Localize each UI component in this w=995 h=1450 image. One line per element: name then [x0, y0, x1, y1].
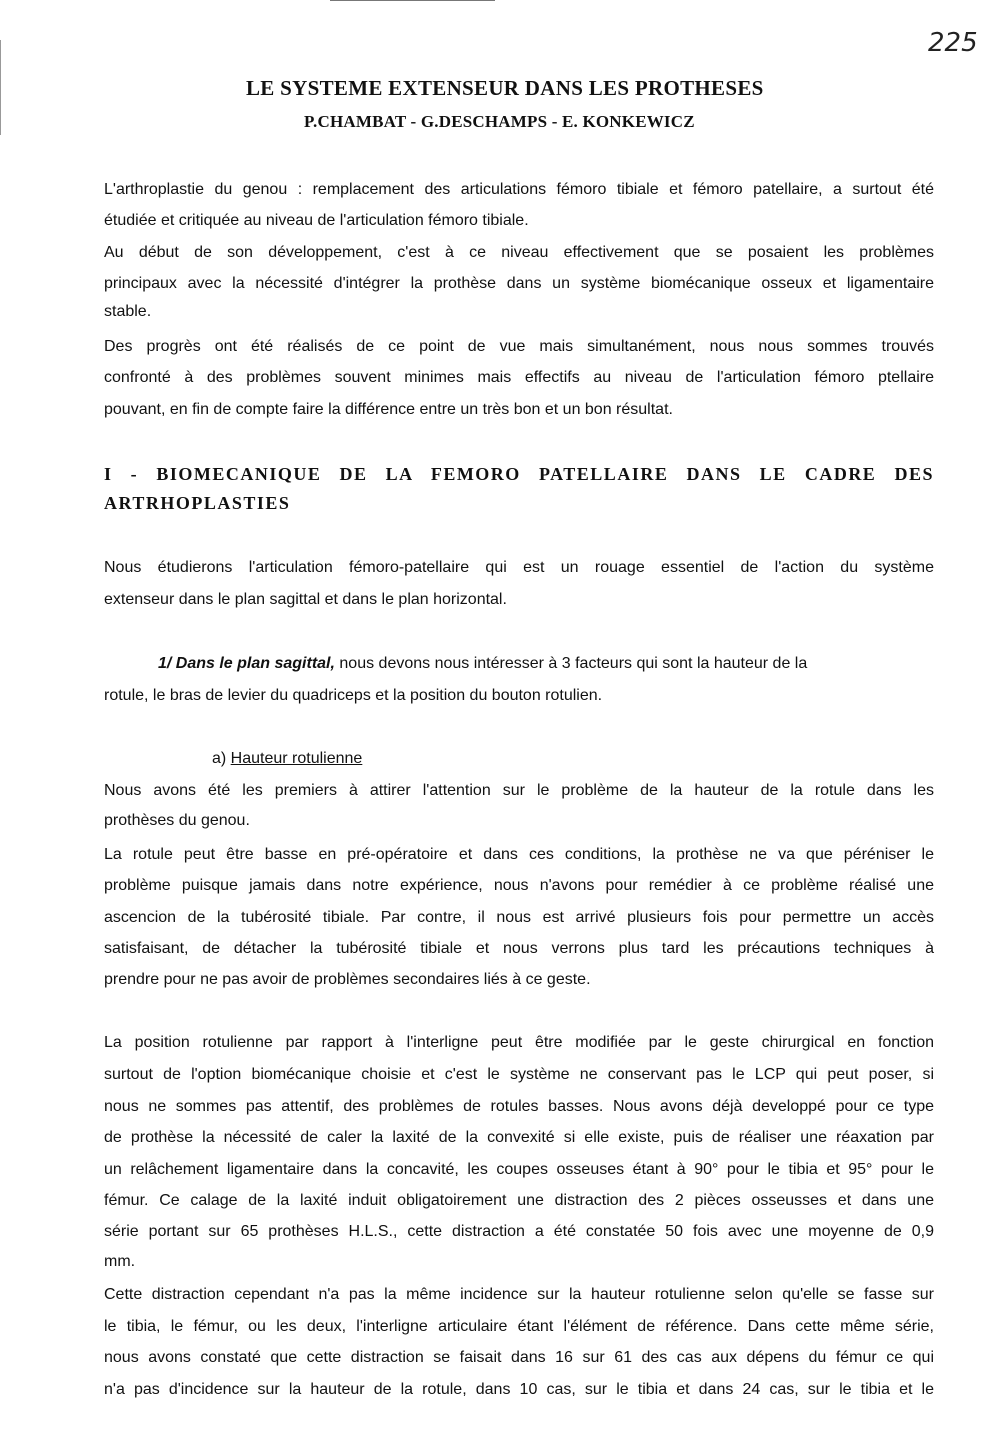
body-line: série portant sur 65 prothèses H.L.S., cette distraction a été constatée 50 fois avec une moyenne de 0,9 — [104, 1223, 934, 1240]
subsection-intro-line: rotule, le bras de levier du quadriceps et la position du bouton rotulien. — [104, 687, 603, 704]
section-para-line: extenseur dans le plan sagittal et dans le plan horizontal. — [104, 591, 507, 608]
intro-line: L'arthroplastie du genou : remplacement des articulations fémoro tibiale et fémoro patellaire, a surtout été — [104, 181, 934, 198]
body-line: satisfaisant, de détacher la tubérosité tibiale et nous verrons plus tard les précautions techniques à — [104, 940, 934, 957]
subsection-lead-rest: nous devons nous intéresser à 3 facteurs qui sont la hauteur de la — [334, 655, 808, 672]
body-line: nous ne sommes pas attentif, des problèmes de rotules basses. Nous avons déjà developpé pour ce type — [104, 1098, 934, 1115]
body-line: prendre pour ne pas avoir de problèmes secondaires liés à ce geste. — [104, 971, 591, 988]
intro-line: Des progrès ont été réalisés de ce point de vue mais simultanément, nous nous sommes trouvés — [104, 338, 934, 355]
body-line: problème puisque jamais dans notre expérience, nous n'avons pour remédier à ce problème réalisé une — [104, 877, 934, 894]
subheading-label: Hauteur rotulienne — [230, 750, 363, 767]
body-line: le tibia, le fémur, ou les deux, l'interligne articulaire étant l'élément de référence. Dans cette même série, — [104, 1318, 934, 1335]
intro-line: pouvant, en fin de compte faire la différence entre un très bon et un bon résultat. — [104, 401, 673, 418]
intro-line: principaux avec la nécessité d'intégrer la prothèse dans un système biomécanique osseux et ligamentaire — [104, 275, 934, 292]
body-line: Cette distraction cependant n'a pas la même incidence sur la hauteur rotulienne selon qu'elle se fasse sur — [104, 1286, 934, 1303]
intro-line: Au début de son développement, c'est à ce niveau effectivement que se posaient les problèmes — [104, 244, 934, 261]
body-line: La rotule peut être basse en pré-opératoire et dans ces conditions, la prothèse ne va que péréniser le — [104, 846, 934, 863]
page-number: 225 — [928, 28, 978, 58]
body-line: mm. — [104, 1253, 136, 1270]
body-line: un relâchement ligamentaire dans la concavité, les coupes osseuses étant à 90° pour le tibia et 95° pour le — [104, 1161, 934, 1178]
body-line: ascencion de la tubérosité tibiale. Par contre, il nous est arrivé plusieurs fois pour permettre un accès — [104, 909, 934, 926]
intro-line: étudiée et critiquée au niveau de l'articulation fémoro tibiale. — [104, 212, 529, 229]
subsection-lead: 1/ Dans le plan sagittal, — [158, 655, 335, 672]
scan-top-rule — [330, 0, 495, 1]
section-heading-cont: ARTRHOPLASTIES — [104, 493, 291, 513]
intro-line: stable. — [104, 303, 152, 320]
document-authors: P.CHAMBAT - G.DESCHAMPS - E. KONKEWICZ — [304, 112, 695, 131]
body-line: prothèses du genou. — [104, 812, 250, 829]
document-title: LE SYSTEME EXTENSEUR DANS LES PROTHESES — [246, 76, 764, 100]
body-line: n'a pas d'incidence sur la hauteur de la rotule, dans 10 cas, sur le tibia et dans 24 cas, sur le tibia et le — [104, 1381, 934, 1398]
scan-left-edge — [0, 40, 1, 135]
body-line: La position rotulienne par rapport à l'interligne peut être modifiée par le geste chirurgical en fonction — [104, 1034, 934, 1051]
body-line: surtout de l'option biomécanique choisie et c'est le système ne conservant pas le LCP qui peut poser, si — [104, 1066, 934, 1083]
intro-line: confronté à des problèmes souvent minimes mais effectifs au niveau de l'articulation fémoro ptellaire — [104, 369, 934, 386]
body-line: fémur. Ce calage de la laxité induit obligatoirement une distraction des 2 pièces osseusses et dans une — [104, 1192, 934, 1209]
subsection-intro-line — [158, 654, 934, 674]
section-para-line: Nous étudierons l'articulation fémoro-patellaire qui est un rouage essentiel de l'action du système — [104, 559, 934, 576]
subheading — [212, 749, 612, 769]
subheading-prefix: a) — [212, 750, 231, 767]
body-line: de prothèse la nécessité de caler la laxité de la convexité si elle existe, puis de réaliser une réaxation par — [104, 1129, 934, 1146]
body-line: nous avons constaté que cette distraction se faisait dans 16 sur 61 des cas aux dépens du fémur ce qui — [104, 1349, 934, 1366]
body-line: Nous avons été les premiers à attirer l'attention sur le problème de la hauteur de la rotule dans les — [104, 782, 934, 799]
section-heading: I - BIOMECANIQUE DE LA FEMORO PATELLAIRE DANS LE CADRE DES — [104, 464, 934, 484]
